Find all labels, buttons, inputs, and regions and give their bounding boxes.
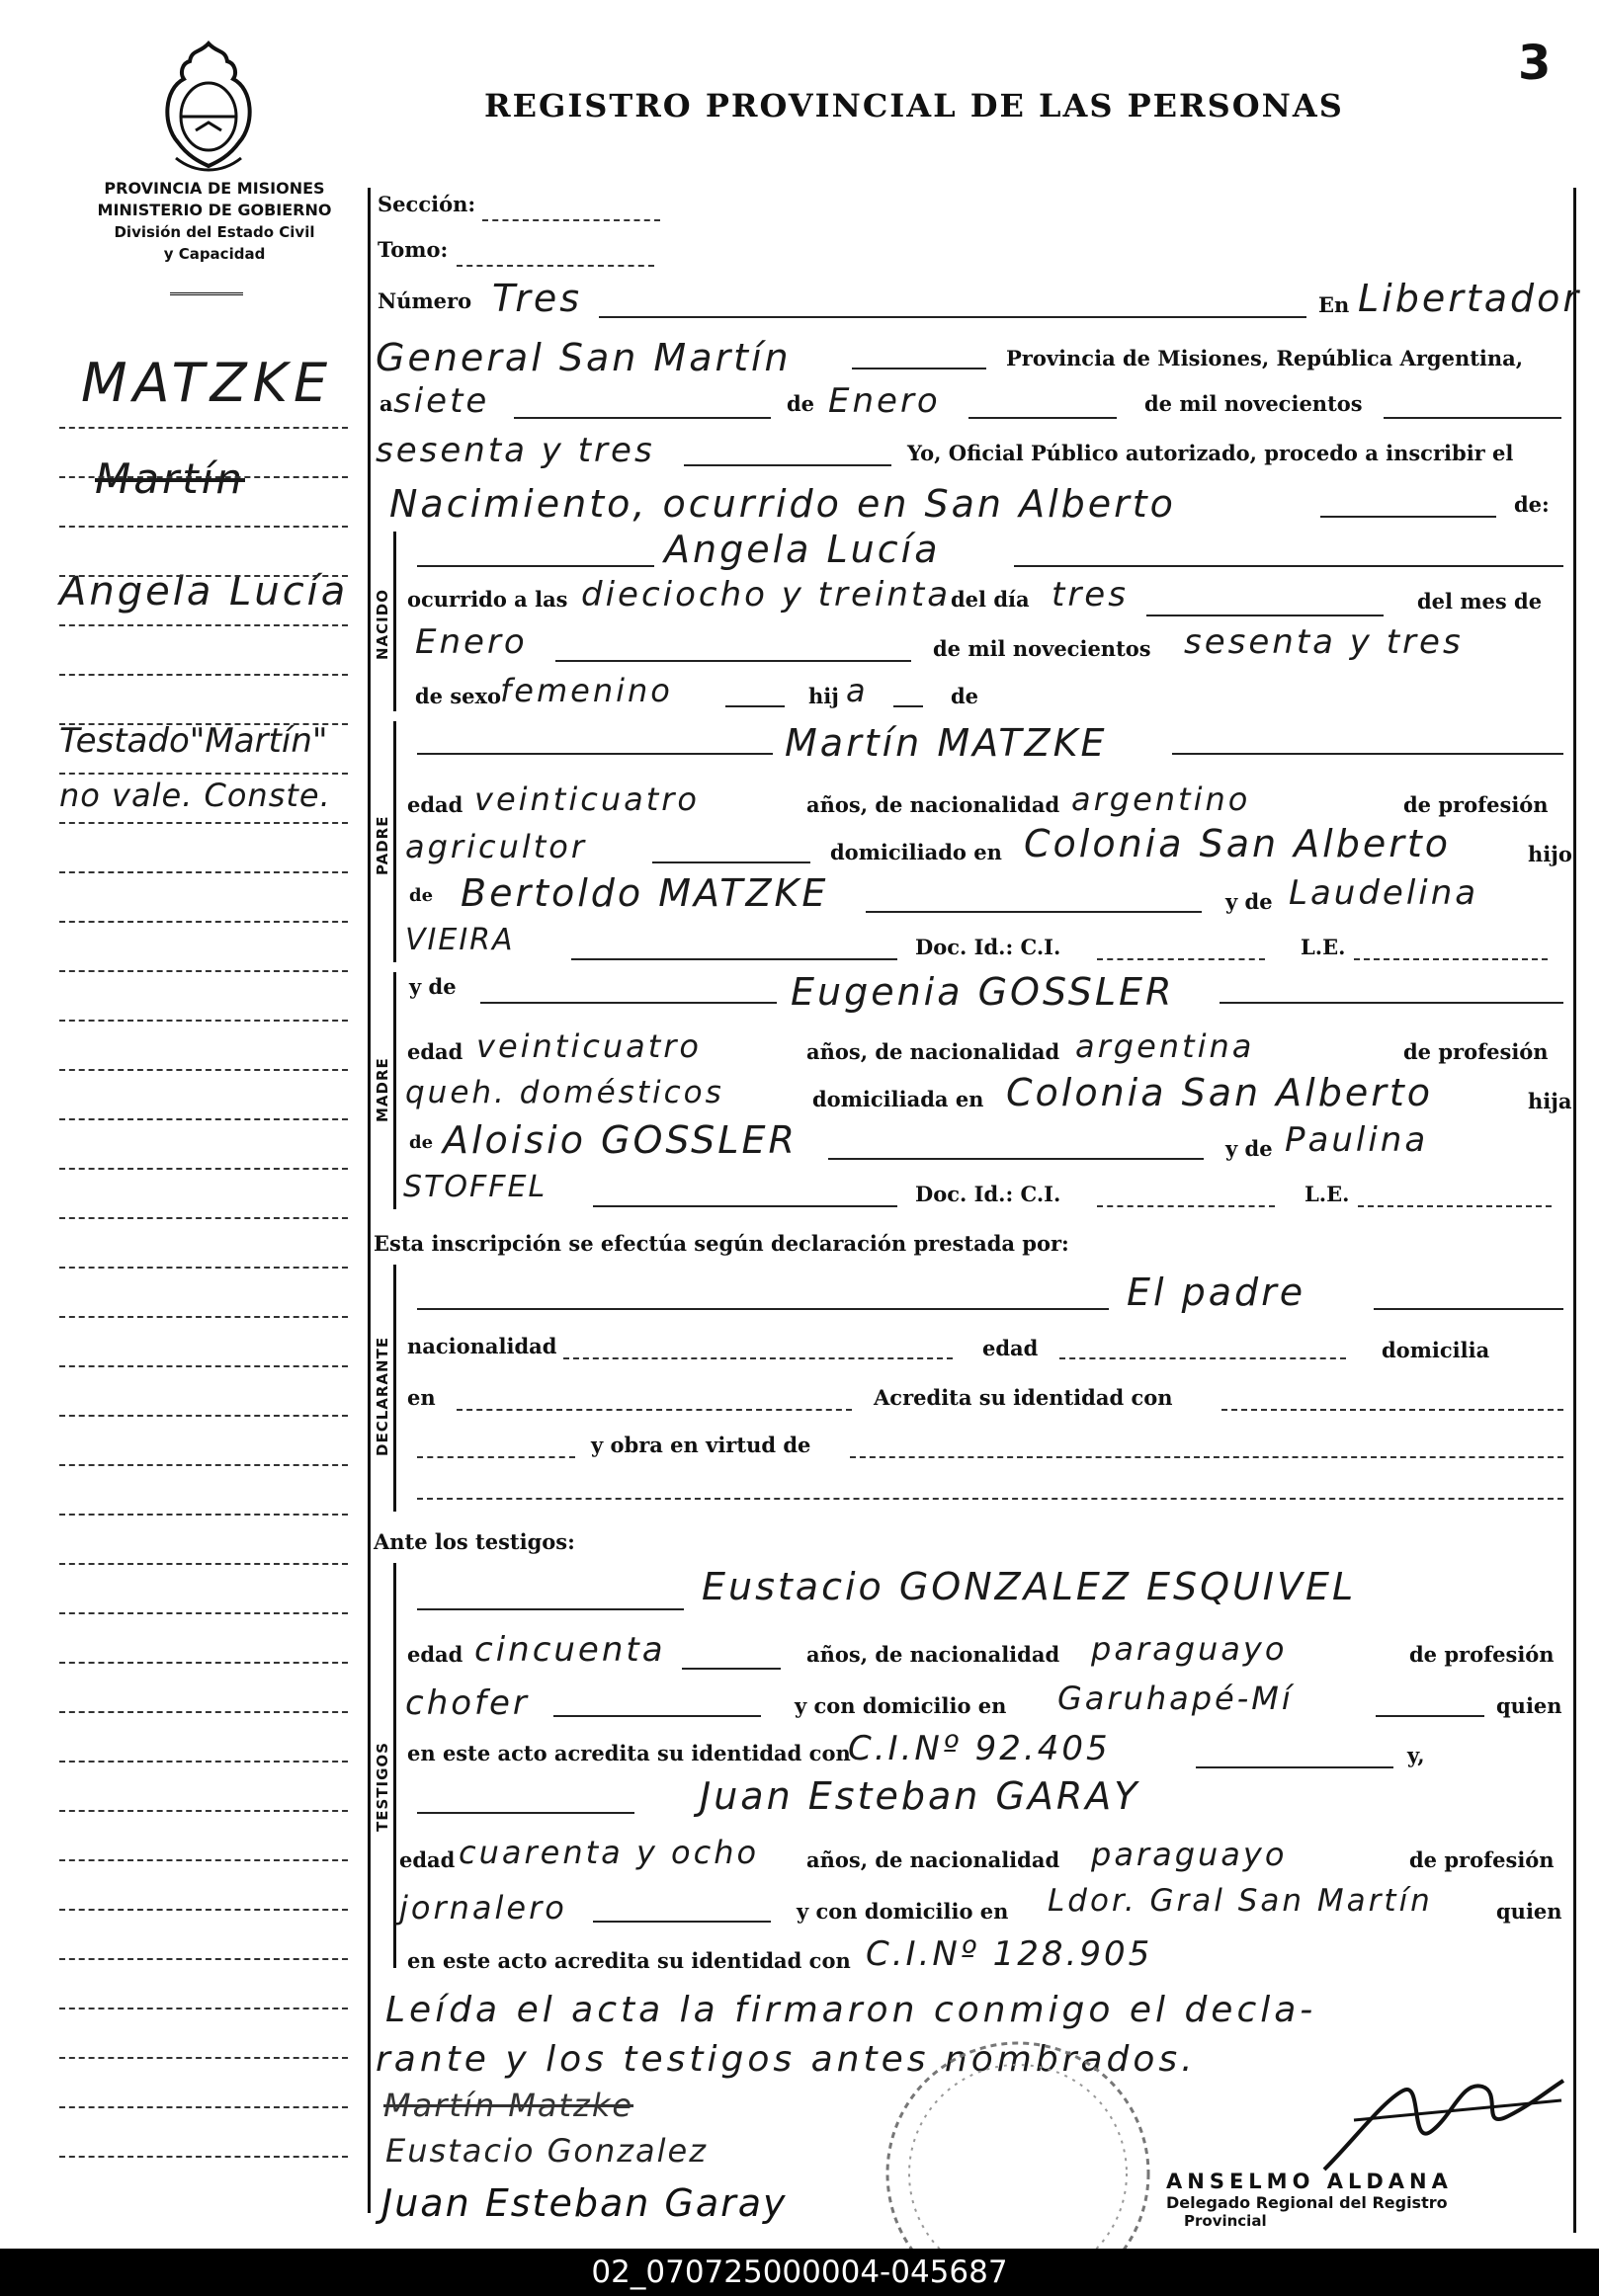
capacity-text: y Capacidad (163, 245, 266, 263)
sidebar-rule-line (59, 575, 348, 577)
del-dia-label: del día (951, 587, 1030, 612)
padre-bracket (393, 721, 396, 962)
sidebar-rule-line (59, 822, 348, 824)
t1-dom-value: Garuhapé-Mí (1057, 1680, 1294, 1717)
madre-madre-b-value: STOFFEL (403, 1170, 547, 1204)
sidebar-rule-line (59, 773, 348, 775)
localidad-b-value: General San Martín (376, 336, 792, 379)
mil-line (1384, 417, 1561, 419)
decl-extra-line (417, 1498, 1563, 1500)
padre-label: PADRE (374, 815, 391, 875)
decl-acredita-line (1221, 1409, 1563, 1411)
t1-nac-value: paraguayo (1091, 1630, 1288, 1668)
sidebar-rule-line (59, 921, 348, 923)
ante-testigos-text: Ante los testigos: (374, 1529, 575, 1554)
provincia-text: Provincia de Misiones, República Argentina, (1006, 346, 1524, 370)
padre-prof-line (652, 861, 810, 863)
hij-de-label: de (951, 684, 979, 708)
padre-name-line-left (417, 753, 773, 755)
madre-prof-label: de profesión (1403, 1039, 1549, 1064)
madre-label: MADRE (374, 1057, 391, 1122)
form-title: REGISTRO PROVINCIAL DE LAS PERSONAS (484, 87, 1344, 124)
sidebar-header (71, 178, 358, 265)
t2-nac-value: paraguayo (1091, 1836, 1288, 1873)
de-colon-label: de: (1514, 492, 1550, 517)
sidebar-name-1: Martín (95, 454, 245, 503)
hij-suffix-value: a (846, 672, 869, 709)
sexo-line (725, 705, 785, 707)
madre-ymadre-label: y de (1225, 1136, 1273, 1161)
numero-line (599, 316, 1306, 318)
madre-padre-line (828, 1158, 1204, 1160)
a-label: a (379, 391, 393, 416)
sexo-value: femenino (500, 672, 673, 709)
decl-nac-line (563, 1357, 953, 1359)
t1-ci-line (1196, 1766, 1393, 1768)
testigos-label: TESTIGOS (374, 1742, 391, 1832)
sidebar-rule-line (59, 2156, 348, 2158)
madre-prof-value: queh. domésticos (405, 1075, 724, 1110)
hij-label: hij (808, 684, 839, 708)
madre-dom-label: domiciliada en (812, 1087, 984, 1111)
madre-doc-line (593, 1205, 897, 1207)
localidad-a-value: Libertador (1358, 277, 1582, 320)
t2-edad-value: cuarenta y ocho (459, 1834, 760, 1871)
mes-line (968, 417, 1117, 419)
t2-acredita-label: en este acto acredita su identidad con (407, 1948, 851, 1973)
t2-dom-label: y con domicilio en (797, 1899, 1009, 1924)
sidebar-rule-line (59, 1415, 348, 1417)
sidebar-rule-line (59, 1514, 348, 1516)
padre-ci-line (1097, 958, 1265, 960)
padre-le-label: L.E. (1301, 935, 1346, 959)
madre-de-label: de (409, 1132, 434, 1153)
sidebar-rule-line (59, 1761, 348, 1763)
madre-edad-label: edad (407, 1039, 463, 1064)
del-mes-label: del mes de (1417, 589, 1543, 614)
t1-prof-line (553, 1715, 761, 1717)
madre-padre-value: Aloisio GOSSLER (443, 1118, 798, 1162)
t2-nac-label: años, de nacionalidad (806, 1847, 1060, 1872)
seccion-line (482, 219, 660, 221)
official-stamp (1166, 2170, 1571, 2230)
t1-y-label: y, (1407, 1743, 1425, 1767)
t1-edad-label: edad (407, 1642, 463, 1667)
padre-edad-value: veinticuatro (474, 780, 700, 818)
madre-ci-line (1097, 1205, 1275, 1207)
decl-en-line (457, 1409, 852, 1411)
decl-obra-label: y obra en virtud de (591, 1433, 811, 1457)
madre-nombre-value: Eugenia GOSSLER (791, 970, 1175, 1014)
document-id-footer: 02_070725000004-045687 (0, 2249, 1599, 2296)
padre-dom-value: Colonia San Alberto (1024, 822, 1451, 865)
oficial-text: Yo, Oficial Público autorizado, procedo a inscribir el (907, 441, 1514, 465)
signature-3: Juan Esteban Garay (381, 2181, 788, 2225)
declarante-line-left (417, 1308, 1109, 1310)
acto-line (1320, 516, 1496, 518)
mil-label: de mil novecientos (1144, 391, 1363, 416)
declarante-bracket (393, 1265, 396, 1512)
t1-acredita-label: en este acto acredita su identidad con (407, 1741, 851, 1765)
madre-le-line (1358, 1205, 1552, 1207)
padre-doc-label: Doc. Id.: C.I. (915, 935, 1061, 959)
t2-name-line-left (417, 1812, 634, 1814)
decl-obra-line (850, 1456, 1563, 1458)
anio-value: sesenta y tres (376, 431, 655, 470)
decl-en-label: en (407, 1385, 436, 1410)
t1-prof-label: de profesión (1409, 1642, 1555, 1667)
t2-prof-line (593, 1921, 771, 1923)
padre-de-label: de (409, 885, 434, 906)
t2-prof-label: de profesión (1409, 1847, 1555, 1872)
padre-madre-a-value: Laudelina (1289, 873, 1479, 913)
division-text: División del Estado Civil (114, 223, 315, 241)
sidebar-rule-line (59, 1118, 348, 1120)
madre-yde-label: y de (409, 974, 457, 999)
sidebar-rule-line (59, 2057, 348, 2059)
padre-nac-label: años, de nacionalidad (806, 792, 1060, 817)
sidebar-rule-line (59, 624, 348, 626)
frame-left-border (368, 188, 371, 2213)
sidebar-rule-line (59, 2106, 348, 2108)
sexo-label: de sexo (415, 684, 502, 708)
t2-nombre-value: Juan Esteban GARAY (700, 1774, 1140, 1818)
hora-value: dieciocho y treinta (581, 575, 952, 615)
sidebar-rule-line (59, 476, 348, 478)
ocurrido-label: ocurrido a las (407, 587, 568, 612)
sidebar-rule-line (59, 1464, 348, 1466)
t2-ci-value: C.I.Nº 128.905 (866, 1934, 1153, 1974)
padre-prof-value: agricultor (405, 828, 588, 865)
signature-1: Martín Matzke (383, 2087, 634, 2124)
nacido-name-line-right (1014, 565, 1563, 567)
padre-padre-line (866, 911, 1202, 913)
t2-edad-label: edad (399, 1847, 456, 1872)
decl-nac-label: nacionalidad (407, 1334, 557, 1358)
t1-dom-label: y con domicilio en (795, 1693, 1007, 1718)
tomo-line (457, 265, 654, 267)
numero-label: Número (378, 288, 472, 313)
sidebar-surname: MATZKE (81, 352, 334, 414)
seccion-label: Sección: (378, 192, 476, 216)
madre-madre-a-value: Paulina (1285, 1120, 1429, 1160)
madre-le-label: L.E. (1304, 1182, 1350, 1206)
anio-line (684, 464, 891, 466)
anio-nac-value: sesenta y tres (1184, 622, 1464, 662)
sidebar-rule-line (59, 1662, 348, 1664)
signature-2: Eustacio Gonzalez (385, 2132, 708, 2170)
t1-name-line-left (417, 1608, 684, 1610)
sidebar-rule-line (59, 674, 348, 676)
closing-line-2: rante y los testigos antes nombrados. (376, 2039, 1197, 2080)
padre-madre-b-value: VIEIRA (405, 923, 515, 957)
padre-hijo-label: hijo (1528, 842, 1572, 866)
madre-nac-label: años, de nacionalidad (806, 1039, 1060, 1064)
sidebar-rule-line (59, 1217, 348, 1219)
mes-value: Enero (828, 381, 941, 421)
acto-value: Nacimiento, ocurrido en San Alberto (389, 482, 1176, 526)
decl-obra-line-left (417, 1456, 575, 1458)
testigos-bracket (393, 1563, 396, 1968)
padre-dom-label: domiciliado en (830, 840, 1002, 864)
padre-name-line-right (1172, 753, 1563, 755)
decl-edad-label: edad (982, 1336, 1039, 1360)
nacido-bracket (393, 532, 396, 711)
padre-doc-line (571, 958, 897, 960)
hij-line (893, 705, 923, 707)
official-signature-icon (1314, 2061, 1571, 2179)
padre-edad-label: edad (407, 792, 463, 817)
sidebar-rule-line (59, 1563, 348, 1565)
decl-dom-label: domicilia (1382, 1338, 1490, 1362)
declaracion-text: Esta inscripción se efectúa según declaración prestada por: (374, 1231, 1069, 1256)
t1-quien-label: quien (1496, 1693, 1562, 1718)
madre-nac-value: argentina (1075, 1027, 1255, 1065)
t1-dom-line (1376, 1715, 1484, 1717)
closing-line-1: Leída el acta la firmaron conmigo el decla- (385, 1990, 1317, 2030)
dia-value: siete (393, 381, 490, 421)
sidebar-note-2: no vale. Conste. (59, 777, 331, 814)
madre-bracket (393, 972, 396, 1209)
sidebar-rule-line (59, 871, 348, 873)
coat-of-arms-icon (156, 40, 261, 178)
madre-dom-value: Colonia San Alberto (1006, 1071, 1433, 1114)
padre-nac-value: argentino (1071, 780, 1251, 818)
de-label: de (787, 391, 815, 416)
t1-prof-value: chofer (405, 1683, 530, 1723)
tomo-label: Tomo: (378, 237, 449, 262)
en-label: En (1318, 292, 1350, 317)
sidebar-rule-line (59, 1365, 348, 1367)
declarante-line-right (1374, 1308, 1563, 1310)
sidebar-rule-line (59, 723, 348, 725)
sidebar-rule-line (59, 2008, 348, 2009)
sidebar-rule-line (59, 1612, 348, 1614)
sidebar-rule-line (59, 1267, 348, 1269)
sidebar-rule-line (59, 970, 348, 972)
official-stamp-name: ANSELMO ALDANA (1166, 2170, 1453, 2193)
ministry-text: MINISTERIO DE GOBIERNO (97, 201, 332, 219)
dia-line (514, 417, 771, 419)
mes-nac-value: Enero (415, 622, 528, 662)
sidebar-name-2: Angela Lucía (59, 569, 349, 615)
sidebar-rule-line (59, 1168, 348, 1170)
sidebar-rule-line (59, 1909, 348, 1911)
decl-edad-line (1059, 1357, 1346, 1359)
madre-edad-value: veinticuatro (476, 1027, 702, 1065)
padre-prof-label: de profesión (1403, 792, 1549, 817)
t1-edad-line (682, 1668, 781, 1670)
sidebar-rule-line (59, 427, 348, 429)
mes-nac-line (555, 660, 911, 662)
t1-nombre-value: Eustacio GONZALEZ ESQUIVEL (702, 1565, 1357, 1608)
sidebar-rule-line (59, 526, 348, 528)
madre-hija-label: hija (1528, 1089, 1572, 1113)
round-stamp-icon (870, 2025, 1166, 2249)
official-stamp-sub: Provincial (1184, 2212, 1267, 2230)
t2-dom-value: Ldor. Gral San Martín (1048, 1883, 1433, 1919)
page-number: 3 (1518, 36, 1552, 91)
dia-nac-line (1146, 615, 1384, 616)
sidebar-note-1: Testado"Martín" (59, 721, 328, 761)
madre-doc-label: Doc. Id.: C.I. (915, 1182, 1061, 1206)
sidebar-rule-line (59, 1069, 348, 1071)
province-text: PROVINCIA DE MISIONES (104, 179, 325, 198)
sidebar-rule-line (59, 1711, 348, 1713)
localidad-line (852, 368, 986, 369)
decl-acredita-label: Acredita su identidad con (874, 1385, 1173, 1410)
t1-nac-label: años, de nacionalidad (806, 1642, 1060, 1667)
nacido-name-line-left (417, 565, 654, 567)
sidebar-rule-line (59, 1020, 348, 1022)
t2-prof-value: jornalero (399, 1889, 567, 1927)
padre-le-line (1354, 958, 1548, 960)
sidebar-rule-line (59, 1958, 348, 1960)
dia-nac-value: tres (1052, 575, 1129, 615)
madre-name-line-left (480, 1002, 777, 1004)
t1-edad-value: cincuenta (474, 1630, 666, 1670)
padre-yde-label: y de (1225, 889, 1273, 914)
sidebar-rule-line (59, 1859, 348, 1861)
padre-nombre-value: Martín MATZKE (785, 721, 1108, 765)
declarante-label: DECLARANTE (374, 1336, 391, 1456)
t1-ci-value: C.I.Nº 92.405 (848, 1729, 1111, 1768)
nacido-name-value: Angela Lucía (664, 528, 941, 571)
declarante-value: El padre (1127, 1271, 1306, 1314)
t2-quien-label: quien (1496, 1899, 1562, 1924)
sidebar-rule-line (59, 1810, 348, 1812)
mil-nac-label: de mil novecientos (933, 636, 1151, 661)
frame-right-border (1573, 188, 1576, 2233)
sidebar-header-underline (170, 292, 243, 295)
sidebar-rule-line (59, 1316, 348, 1318)
nacido-label: NACIDO (374, 589, 391, 660)
official-stamp-title: Delegado Regional del Registro (1166, 2193, 1448, 2212)
numero-value: Tres (492, 277, 583, 320)
madre-name-line-right (1220, 1002, 1563, 1004)
padre-padre-value: Bertoldo MATZKE (461, 871, 829, 915)
